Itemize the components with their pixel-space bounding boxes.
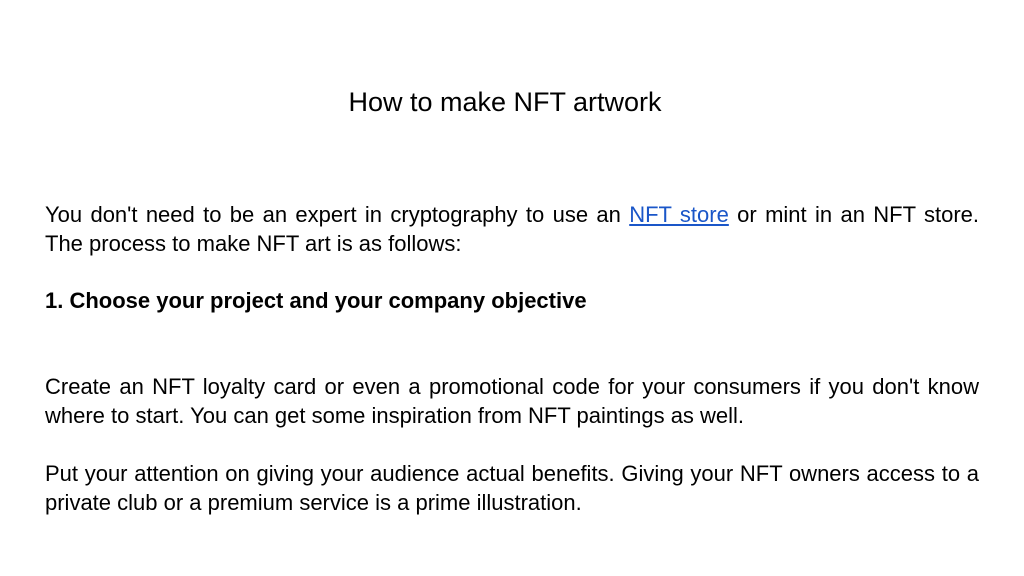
step-heading: 1. Choose your project and your company objective	[45, 288, 587, 313]
paragraph-benefits: Put your attention on giving your audience actual benefits. Giving your NFT owners access to a private club or a premium service is a prime illustration.	[45, 461, 979, 515]
nft-store-link[interactable]: NFT store	[629, 202, 729, 227]
slide-title: How to make NFT artwork	[348, 87, 662, 117]
intro-text-before-link: You don't need to be an expert in cryptography to use an	[45, 202, 630, 227]
intro-text-after-link: or mint in an NFT store. The process to make NFT art is as follows:	[45, 202, 979, 256]
paragraph-loyalty-card: Create an NFT loyalty card or even a promotional code for your consumers if you don't know where to start. You can get some inspiration from NFT paintings as well.	[45, 374, 979, 428]
intro-paragraph	[45, 200, 979, 258]
